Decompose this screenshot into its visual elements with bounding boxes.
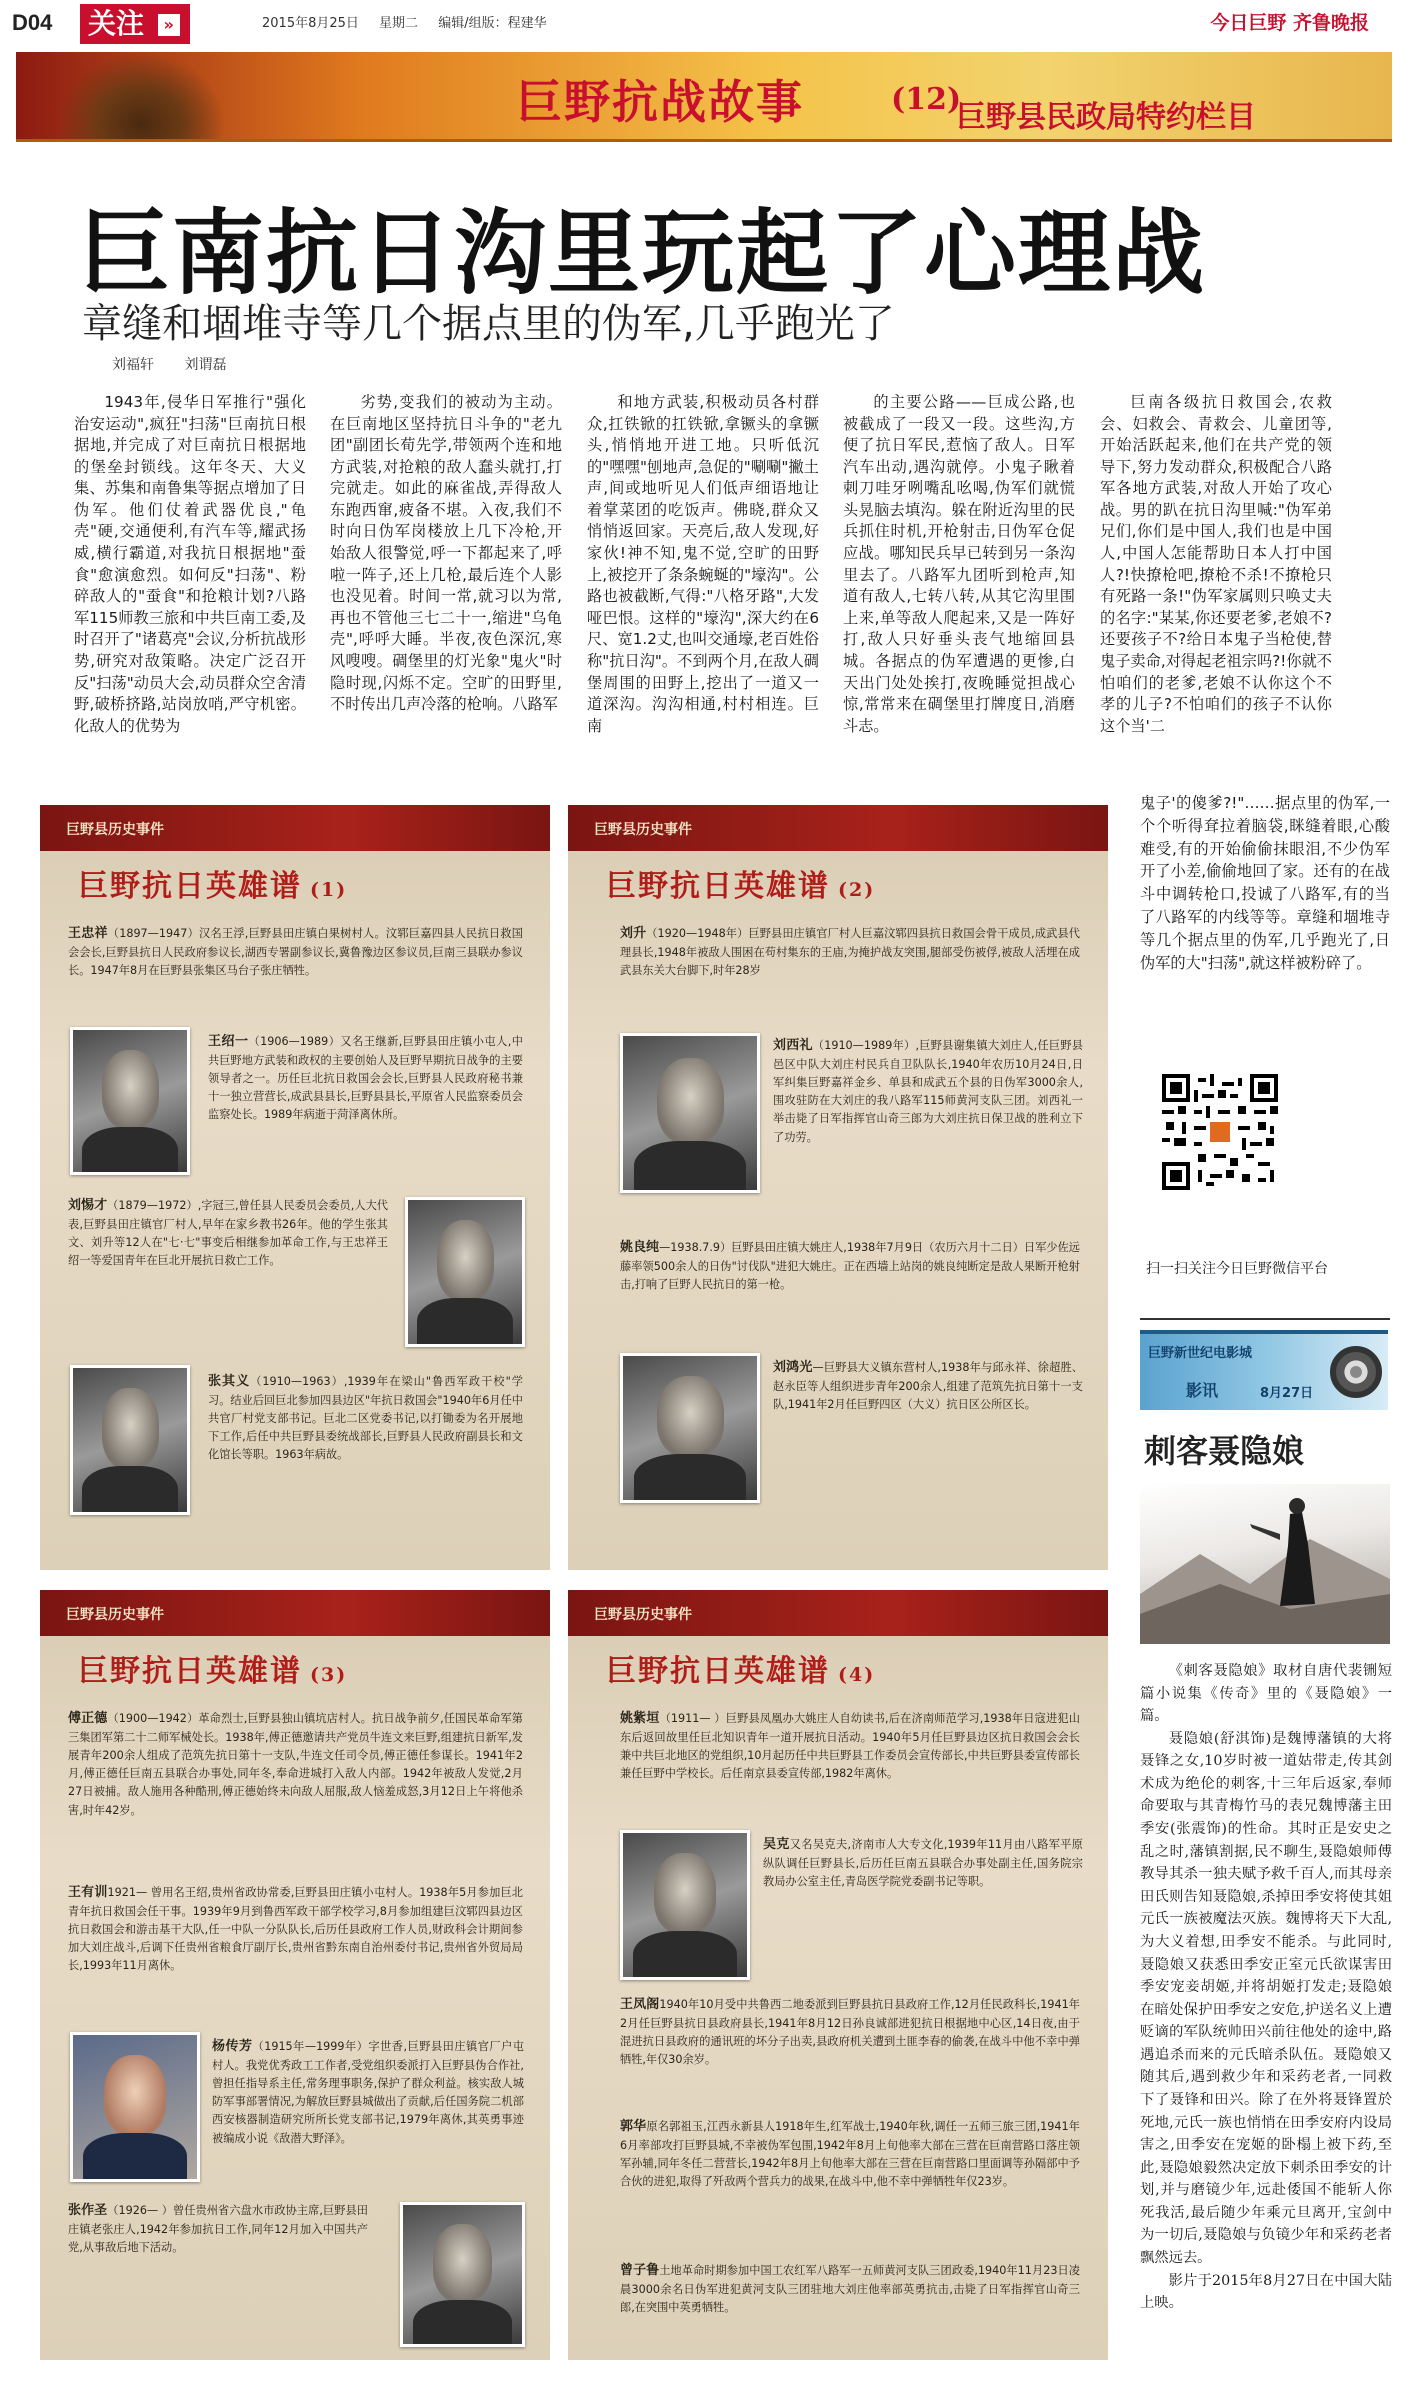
hero-entry <box>68 1882 523 2022</box>
author-name: 刘谓磊 <box>184 357 227 373</box>
hero-name: 吴克 <box>763 1837 790 1852</box>
issue-editor: 编辑/组版：程建华 <box>438 16 547 31</box>
hero-panel-2 <box>568 805 1108 1570</box>
hero-bio: （1897—1947）汉名王浮,巨野县田庄镇白果树村人。汶郓巨嘉四县人民抗日救国会会长,巨野县抗日人民政府参议长,湖西专署副参议长,冀鲁豫边区参议员,巨南三县联办参议长。1947年8月在巨野县张集区马台子张庄牺牲。 <box>68 927 523 978</box>
statue-silhouette-icon <box>56 52 226 142</box>
hero-entry <box>620 2260 1080 2350</box>
hero-portrait <box>70 1027 190 1175</box>
hero-bio: 1921— 曾用名王绍,贵州省政协常委,巨野县田庄镇小屯村人。1938年5月参加巨北青年抗日救国会任干事。1939年9月到鲁西军政干部学校学习,8月参加组建巨汶郓四县边区抗日救国会和游击基干大队,任一中队一分队队长,后历任县政府工作人员,财政科会计期间参加大刘庄战斗,后调下任贵州省粮食厅副厅长,贵州省黔东南自治州委付书记,贵州省外贸局局长,1993年11月离休。 <box>68 1886 523 1973</box>
panel-title-text: 巨野抗日英雄谱 <box>78 1654 302 1689</box>
panel-title <box>606 861 875 921</box>
hero-name: 曾子鲁 <box>620 2263 660 2278</box>
hero-bio: （1906—1989）又名王继新,巨野县田庄镇小屯人,中共巨野地方武装和政权的主要创始人及巨野早期抗日战争的主要领导者之一。历任巨北抗日救国会会长,巨野县人民政府秘书兼十一独立营营长,成武县县长,巨野县县长,平原省人民监察委员会监察处长。1989年病逝于菏泽离休所。 <box>208 1035 523 1122</box>
hero-bio: （1911— ）巨野县凤凰办大姚庄人自幼读书,后在济南师范学习,1938年日寇进犯山东后返回故里任巨北知识青年一道开展抗日活动。1940年5月任巨野县边区抗日救国会会长兼中共巨北地区的党组织,10月起历任中共巨野县工作委员会宣传部长,中共巨野县委宣传部长兼任巨野中学校长。后任南京县委宣传部,1982年离休。 <box>620 1712 1080 1781</box>
panel-header: 巨野县历史事件 <box>568 805 1108 851</box>
hero-bio: （1900—1942）革命烈士,巨野县独山镇坑店村人。抗日战争前夕,任国民革命军第三集团军第二十二师军械处长。1938年,傅正德邀请共产党员牛连文来巨野,组建抗日新军,发展青年200余人组成了范筑先抗日第十一支队,牛连文任司令员,傅正德任参谋长。1941年2月,傅正德任巨南五县联合办事处,同年冬,奉命进城打入敌人内部。1942年被敌人发觉,2月27日被捕。敌人施用各种酷刑,傅正德始终未向敌人屈服,敌人恼羞成怒,3月12日上午将他杀害,时年42岁。 <box>68 1712 523 1817</box>
hero-bio: （1926— ）曾任贵州省六盘水市政协主席,巨野县田庄镇老张庄人,1942年参加抗日工作,同年12月加入中国共产党,从事敌后地下活动。 <box>68 2204 368 2255</box>
hero-bio: —巨野县大义镇东营村人,1938年与邱永祥、徐超胜、赵永臣等人组织进步青年200余人,组建了范筑先抗日第十一支队,1941年2月任巨野四区（大义）抗日区公所区长。 <box>773 1361 1083 1412</box>
hero-bio: 原名郭祖玉,江西永新县人1918年生,红军战士,1940年秋,调任一五师三旅三团,1941年6月率部攻打巨野县城,不幸被伪军包围,1942年8月上旬他率大部在三营在巨南营路口落庄领军孙辅,同年冬任二营营长,1942年8月上旬他率大部在三营在巨南营路口里面调等孙隔部中予合伙的进犯,取得了歼敌两个营兵力的战果,在战斗中,他不幸中弹牺牲年仅23岁。 <box>620 2120 1080 2189</box>
panel-header: 巨野县历史事件 <box>40 805 550 851</box>
hero-name: 王绍一 <box>208 1034 249 1049</box>
hero-bio: （1915年—1999年）字世香,巨野县田庄镇官厂户屯村人。我党优秀政工工作者,受党组织委派打入巨野县伪合作社,曾担任指导系主任,常务理事职务,保护了群众利益。核实敌人城防军事部署情况,为解放巨野县城做出了贡献,后任国务院二机部西安核器制造研究所所长党支部书记,1979年离休,其英勇事迹被编成小说《敌潜大野泽》。 <box>212 2040 524 2145</box>
movie-paragraph: 《刺客聂隐娘》取材自唐代裴铏短篇小说集《传奇》里的《聂隐娘》一篇。 <box>1140 1663 1392 1725</box>
article-authors <box>112 354 252 374</box>
hero-bio: —1938.7.9）巨野县田庄镇大姚庄人,1938年7月9日（农历六月十二日）日军少佐远藤率领500余人的日伪"讨伐队"进犯大姚庄。正在西墙上站岗的姚良纯断定是敌人果断开枪射击,打响了巨野人民抗日的第一枪。 <box>620 1241 1080 1292</box>
banner-title: 巨野抗战故事 <box>516 75 804 129</box>
article-text: 的主要公路——巨成公路,也被截成了一段又一段。这些沟,方便了抗日军民,惹恼了敌人。日军汽车出动,遇沟就停。小鬼子瞅着刺刀哇牙咧嘴乱吆喝,伪军们就慌头晃脑去填沟。躲在附近沟里的民兵抓住时机,开枪射击,日伪军仓促应战。哪知民兵早已转到另一条沟里去了。八路军九团听到枪声,知道有敌人,七转八转,从其它沟里围上来,单等敌人爬起来,又是一阵好打,敌人只好垂头丧气地缩回县城。各据点的伪军遭遇的更惨,白天出门处处挨打,夜晚睡觉担战心惊,常常来在碉堡里打牌度日,消磨斗志。 <box>843 393 1075 735</box>
top-bar <box>0 0 1409 46</box>
panel-header: 巨野县历史事件 <box>40 1590 550 1636</box>
hero-name: 刘升 <box>620 926 647 941</box>
hero-entry <box>620 1708 1080 1818</box>
hero-portrait <box>620 1033 760 1193</box>
hero-entry <box>68 1195 388 1315</box>
article-column-2 <box>330 392 562 742</box>
hero-name: 张作圣 <box>68 2203 108 2218</box>
issue-weekday: 星期二 <box>379 16 419 31</box>
panel-title <box>606 1646 875 1706</box>
banner-subtitle: 巨野县民政局特约栏目 <box>956 100 1256 135</box>
author-name: 刘福轩 <box>112 357 154 373</box>
article-column-4 <box>843 392 1075 742</box>
panel-number: (1) <box>310 879 348 901</box>
hero-entry <box>620 1237 1080 1337</box>
panel-header: 巨野县历史事件 <box>568 1590 1108 1636</box>
hero-portrait <box>70 2032 200 2182</box>
hero-name: 刘惕才 <box>68 1198 108 1213</box>
hero-portrait <box>620 1353 760 1503</box>
movie-still-graphic <box>1140 1484 1390 1644</box>
movie-still <box>1140 1484 1390 1644</box>
cinema-box <box>1140 1330 1388 1410</box>
newspaper-brand: 今日巨野 齐鲁晚报 <box>1210 12 1369 34</box>
hero-entry <box>212 2036 524 2186</box>
article-column-1 <box>74 392 306 742</box>
hero-name: 王有训 <box>68 1885 108 1900</box>
qr-caption: 扫一扫关注今日巨野微信平台 <box>1146 1261 1328 1277</box>
article-text: 鬼子'的傻爹?!"……据点里的伪军,一个个听得耷拉着脑袋,眯缝着眼,心酸难受,有的开始偷偷抹眼泪,不少伪军开了小差,偷偷地回了家。还有的在战斗中调转枪口,投诚了八路军,有的当了八路军的内线等等。章缝和堌堆寺等几个据点里的伪军,几乎跑光了,日伪军的大"扫荡",就这样被粉碎了。 <box>1140 794 1390 972</box>
panel-title <box>78 1646 347 1706</box>
hero-name: 刘西礼 <box>773 1038 813 1053</box>
cinema-date: 8月27日 <box>1260 1386 1314 1401</box>
hero-name: 张其义 <box>208 1374 251 1389</box>
hero-entry <box>773 1357 1083 1507</box>
hero-entry <box>68 2200 368 2320</box>
movie-title: 刺客聂隐娘 <box>1144 1432 1305 1470</box>
article-subheadline: 章缝和堌堆寺等几个据点里的伪军,几乎跑光了 <box>82 301 895 347</box>
page-number: D04 <box>12 10 53 35</box>
brand-logo-icon <box>1210 1122 1230 1142</box>
hero-entry <box>68 923 523 1023</box>
hero-bio: （1920—1948年）巨野县田庄镇官厂村人巨嘉汶郓四县抗日救国会骨干成员,成武县代理县长,1948年被敌人围困在苟村集东的王庙,为掩护战友突围,腿部受伤被俘,被敌人活埋在成武县东关大台脚下,时年28岁 <box>620 927 1080 978</box>
article-text: 1943年,侵华日军推行"强化治安运动",疯狂"扫荡"巨南抗日根据地,并完成了对巨南抗日根据地的堡垒封锁线。这年冬天、大义集、苏集和南鲁集等据点增加了日伪军。他们仗着武器优良,"龟壳"硬,交通便利,有汽车等,耀武扬威,横行霸道,对我抗日根据地"蚕食"愈演愈烈。如何反"扫荡"、粉碎敌人的"蚕食"和抢粮计划?八路军115师教三旅和中共巨南工委,及时召开了"诸葛亮"会议,分析抗战形势,研究对敌策略。决定广泛召开反"扫荡"动员大会,动员群众空舍清野,破桥挤路,站岗放哨,严守机密。化敌人的优势为 <box>74 393 306 735</box>
column-banner <box>16 52 1392 142</box>
hero-name: 杨传芳 <box>212 2039 253 2054</box>
film-reel-icon <box>1330 1346 1382 1398</box>
hero-entry <box>620 2116 1080 2246</box>
hero-bio: 又名吴克夫,济南市人大专文化,1939年11月由八路军平原纵队调任巨野县长,后历任巨南五县联合办事处副主任,国务院宗教局办公室主任,青岛医学院党委副书记等职。 <box>763 1838 1083 1889</box>
hero-name: 姚良纯 <box>620 1240 660 1255</box>
hero-bio: （1879—1972）,字冠三,曾任县人民委员会委员,人大代表,巨野县田庄镇官厂村人,早年在家乡教书26年。他的学生张其文、刘升等12人在"七·七"事变后相继参加革命工作,与王忠祥王绍一等爱国青年在巨北开展抗日救亡工作。 <box>68 1199 388 1268</box>
cinema-name: 巨野新世纪电影城 <box>1148 1346 1253 1361</box>
section-tag <box>80 4 190 44</box>
article-text: 和地方武装,积极动员各村群众,扛铁锨的扛铁锨,拿镢头的拿镢头,悄悄地开进工地。只听低沉的"嘿嘿"刨地声,急促的"唰唰"撇土声,间或地听见人们低声细语地让着掌菜团的吃饭声。佛晓,群众又悄悄返回家。天亮后,敌人发现,好家伙!神不知,鬼不觉,空旷的田野上,被挖开了条条蜿蜒的"壕沟"。公路也被截断,气得:"八格牙路",大发哑巴恨。这样的"壕沟",深大约在6尺、宽1.2丈,也叫交通壕,老百姓俗称"抗日沟"。不到两个月,在敌人碉堡周围的田野上,挖出了一道又一道深沟。沟沟相通,村村相连。巨南 <box>587 393 819 735</box>
article-text: 劣势,变我们的被动为主动。在巨南地区坚持抗日斗争的"老九团"副团长荀先学,带领两个连和地方武装,对抢粮的敌人蠢头就打,打完就走。如此的麻雀战,弄得敌人东跑西窜,疲备不堪。入夜,我们不时向日伪军岗楼放上几下冷枪,开始敌人很警觉,呼一下都起来了,呼啦一阵子,还上几枪,最后连个人影也没见着。时间一常,就习以为常,再也不管他三七二十一,缩进"乌龟壳",呼呼大睡。半夜,夜色深沉,寒风嗖嗖。碉堡里的灯光象"鬼火"时隐时现,闪烁不定。空旷的田野里,不时传出几声冷落的枪响。八路军 <box>330 393 562 714</box>
hero-bio: （1910—1989年）,巨野县谢集镇大刘庄人,任巨野县邑区中队大刘庄村民兵自卫队队长,1940年农历10月24日,日军纠集巨野嘉祥金乡、单县和成武五个县的日伪军3000余人,围攻驻防在大刘庄的我八路军115师黄河支队三团。刘西礼一举击毙了日军指挥官山奇三郎为大刘庄抗日保卫战的胜利立下了功劳。 <box>773 1039 1083 1144</box>
hero-entry <box>208 1031 523 1181</box>
article-column-3 <box>587 392 819 742</box>
hero-portrait <box>70 1365 190 1515</box>
banner-number: (12) <box>891 82 962 117</box>
article-column-5 <box>1100 392 1332 742</box>
hero-bio: 1940年10月受中共鲁西二地委派到巨野县抗日县政府工作,12月任民政科长,1941年2月任巨野县抗日县政府县长,1941年8月12日孙良诚部进犯抗日根据地中心区,14日夜,由于混进抗日县政府的通讯班的坏分子出卖,县政府机关遭到土匪李春的偷袭,在战斗中他不幸中弹牺牲,年仅30余岁。 <box>620 1998 1080 2067</box>
hero-name: 郭华 <box>620 2119 647 2134</box>
qr-code-graphic <box>1162 1074 1278 1190</box>
hero-entry <box>620 923 1080 1023</box>
hero-entry <box>68 1708 523 1868</box>
panel-title-text: 巨野抗日英雄谱 <box>606 1654 830 1689</box>
divider <box>1140 1318 1390 1320</box>
issue-date: 2015年8月25日 <box>262 16 359 31</box>
hero-portrait <box>405 1197 525 1347</box>
movie-description <box>1140 1660 1392 2360</box>
hero-name: 姚紫垣 <box>620 1711 660 1726</box>
hero-portrait <box>620 1830 750 1980</box>
double-chevron-icon: » <box>158 14 180 36</box>
panel-title-text: 巨野抗日英雄谱 <box>78 869 302 904</box>
panel-number: (2) <box>838 879 876 901</box>
issue-meta <box>262 12 563 31</box>
article-continuation <box>1140 792 1390 1028</box>
article-headline: 巨南抗日沟里玩起了心理战 <box>78 200 1207 307</box>
hero-name: 刘鸿光 <box>773 1360 813 1375</box>
hero-panel-1 <box>40 805 550 1570</box>
hero-panel-3 <box>40 1590 550 2360</box>
hero-entry <box>763 1834 1083 1974</box>
hero-entry <box>773 1035 1083 1225</box>
panel-title <box>78 861 347 921</box>
article-text: 巨南各级抗日救国会,农救会、妇救会、青救会、儿童团等,开始活跃起来,他们在共产党的领导下,努力发动群众,积极配合八路军各地方武装,对敌人开始了攻心战。男的趴在抗日沟里喊:"伪军弟兄们,你们是中国人,我们也是中国人,中国人怎能帮助日本人打中国人?!快撩枪吧,撩枪不杀!不撩枪只有死路一条!"伪军家属则只唤丈夫的名字:"某某,你还要老爹,老娘不?还要孩子不?给日本鬼子当枪使,替鬼子卖命,对得起老祖宗吗?!你就不怕咱们的老爹,老娘不认你这个不孝的儿子?不怕咱们的孩子不认你这个当'二 <box>1100 393 1332 735</box>
hero-bio: （1910—1963）,1939年在梁山"鲁西军政干校"学习。结业后回巨北参加四县边区"年抗日救国会"1940年6月任中共官厂村党支部书记。巨北二区党委书记,以打锄委为名开展地下工作,后任中共巨野县委统战部长,巨野县人民政府副县长和文化馆长等职。1963年病故。 <box>208 1375 523 1462</box>
movie-paragraph: 影片于2015年8月27日在中国大陆上映。 <box>1140 2272 1392 2312</box>
hero-name: 傅正德 <box>68 1711 108 1726</box>
panel-number: (4) <box>838 1664 876 1686</box>
hero-portrait <box>400 2202 525 2347</box>
movie-paragraph: 聂隐娘(舒淇饰)是魏博藩镇的大将聂锋之女,10岁时被一道姑带走,传其剑术成为绝伦的刺客,十三年后返家,奉师命要取与其青梅竹马的表兄魏博藩主田季安(张震饰)的性命。其时正是安史之乱之时,藩镇割据,民不聊生,聂隐娘师傅教导其杀一独夫赋予救千百人,而其母亲田氏则告知聂隐娘,杀掉田季安将使其姐元氏一族被魔法灭族。魏博将天下大乱,为大义着想,田季安不能杀。与此同时,聂隐娘又获悉田季安正室元氏欲谋害田季安宠妾胡姬,并将胡姬打发走;聂隐娘在暗处保护田季安之安危,护送名义上遭贬谪的军队统帅田兴前往他处的途中,路遇追杀而来的元氏暗杀队伍。聂隐娘又随其后,遇到救少年和采药老者,一同救下了聂锋和田兴。除了在外将聂锋置於死地,元氏一族也悄悄在田季安府内设局害之,田季安在宠姬的卧榻上被下药,至此,聂隐娘毅然决定放下刺杀田季安的计划,并与磨镜少年,远赴倭国不能斩人你死我活,最后随少年乘元旦离开,宝剑中为一切后,聂隐娘与负镜少年和采药老者飘然远去。 <box>1140 1730 1392 2267</box>
hero-entry <box>208 1371 523 1541</box>
panel-number: (3) <box>310 1664 348 1686</box>
qr-code-icon[interactable] <box>1162 1074 1278 1190</box>
cinema-tag: 影讯 <box>1186 1381 1219 1400</box>
hero-bio: 土地革命时期参加中国工农红军八路军一五师黄河支队三团政委,1940年11月23日凌晨3000余名日伪军进犯黄河支队三团驻地大刘庄他率部英勇抗击,击毙了日军指挥官山奇三郎,在突围中英勇牺牲。 <box>620 2264 1080 2315</box>
hero-name: 王忠祥 <box>68 926 108 941</box>
hero-entry <box>620 1994 1080 2104</box>
section-tag-label: 关注 <box>88 7 145 40</box>
panel-title-text: 巨野抗日英雄谱 <box>606 869 830 904</box>
hero-name: 王凤阁 <box>620 1997 660 2012</box>
hero-panel-4 <box>568 1590 1108 2360</box>
